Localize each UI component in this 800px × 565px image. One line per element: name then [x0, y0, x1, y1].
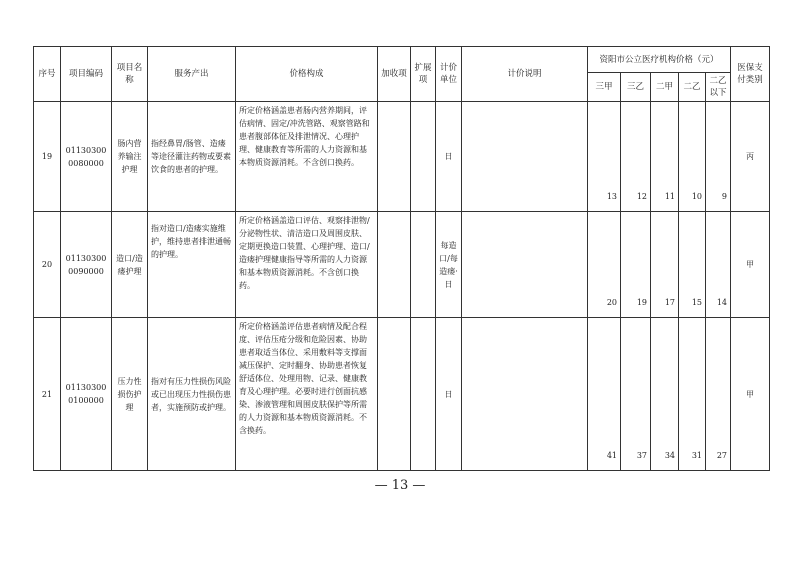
page-number: — 13 —	[374, 478, 426, 493]
row-unit: 每造口/每造瘘·日	[436, 212, 462, 318]
row-code: 01130300 0080000	[61, 102, 112, 212]
header-note: 计价说明	[462, 47, 588, 102]
row-insurance: 甲	[731, 212, 770, 318]
header-expand: 扩展项	[411, 47, 436, 102]
row-surcharge	[378, 318, 411, 471]
row-price-tier-2: 12	[621, 102, 651, 212]
table-row	[34, 318, 770, 471]
row-unit: 日	[436, 102, 462, 212]
row-code: 01130300 0100000	[61, 318, 112, 471]
row-price-tier-2: 37	[621, 318, 651, 471]
row-price-tier-5: 27	[706, 318, 731, 471]
row-code: 01130300 0090000	[61, 212, 112, 318]
table-row	[34, 212, 770, 318]
header-tier-3: 二甲	[651, 73, 679, 102]
row-price-tier-5: 9	[706, 102, 731, 212]
row-name: 压力性损伤护理	[112, 318, 148, 471]
header-output: 服务产出	[148, 47, 236, 102]
row-composition: 所定价格涵盖评估患者病情及配合程度、评估压疮分级和危险因素、协助患者取适当体位、采用敷料等支撑面减压保护、定时翻身、协助患者恢复舒适体位、处理用物、记录、健康教育及心理护理。必要时进行创面抗感染、渗液管理和周围皮肤保护等所需的人力资源和基本物质资源消耗。不含换药。	[236, 318, 378, 471]
row-output: 指对造口/造瘘实施维护，维持患者排泄通畅的护理。	[148, 212, 236, 318]
row-price-tier-1: 20	[588, 212, 621, 318]
header-tier-5: 二乙以下	[706, 73, 731, 102]
row-expand	[411, 212, 436, 318]
row-note	[462, 102, 588, 212]
row-composition: 所定价格涵盖造口评估、观察排泄物/分泌物性状、清洁造口及周围皮肤、定期更换造口装置、心理护理、造口/造瘘护理健康指导等所需的人力资源和基本物质资源消耗。不含创口换药。	[236, 212, 378, 318]
row-unit: 日	[436, 318, 462, 471]
price-table	[33, 46, 770, 471]
row-expand	[411, 318, 436, 471]
row-note	[462, 318, 588, 471]
row-price-tier-3: 11	[651, 102, 679, 212]
header-seq: 序号	[34, 47, 61, 102]
row-insurance: 甲	[731, 318, 770, 471]
row-price-tier-3: 17	[651, 212, 679, 318]
header-insurance: 医保支付类别	[731, 47, 770, 102]
row-note	[462, 212, 588, 318]
header-price-group: 资阳市公立医疗机构价格（元）	[588, 47, 731, 73]
row-name: 造口/造瘘护理	[112, 212, 148, 318]
row-insurance: 丙	[731, 102, 770, 212]
header-tier-1: 三甲	[588, 73, 621, 102]
header-tier-2: 三乙	[621, 73, 651, 102]
row-seq: 19	[34, 102, 61, 212]
header-code: 项目编码	[61, 47, 112, 102]
row-composition: 所定价格涵盖患者肠内营养期间，评估病情、固定/冲洗管路、观察管路和患者腹部体征及排泄情况、心理护理、健康教育等所需的人力资源和基本物质资源消耗。不含创口换药。	[236, 102, 378, 212]
row-price-tier-5: 14	[706, 212, 731, 318]
header-unit: 计价单位	[436, 47, 462, 102]
row-price-tier-1: 41	[588, 318, 621, 471]
row-seq: 21	[34, 318, 61, 471]
row-name: 肠内营养输注护理	[112, 102, 148, 212]
row-price-tier-4: 10	[679, 102, 706, 212]
row-output: 指对有压力性损伤风险或已出现压力性损伤患者，实施预防或护理。	[148, 318, 236, 471]
header-composition: 价格构成	[236, 47, 378, 102]
row-surcharge	[378, 102, 411, 212]
header-name: 项目名称	[112, 47, 148, 102]
row-surcharge	[378, 212, 411, 318]
row-price-tier-4: 31	[679, 318, 706, 471]
row-price-tier-1: 13	[588, 102, 621, 212]
row-price-tier-2: 19	[621, 212, 651, 318]
row-price-tier-3: 34	[651, 318, 679, 471]
header-tier-4: 二乙	[679, 73, 706, 102]
row-price-tier-4: 15	[679, 212, 706, 318]
header-surcharge: 加收项	[378, 47, 411, 102]
row-expand	[411, 102, 436, 212]
table-row	[34, 102, 770, 212]
row-seq: 20	[34, 212, 61, 318]
row-output: 指经鼻胃/肠管、造瘘等途径灌注药物或要素饮食的患者的护理。	[148, 102, 236, 212]
